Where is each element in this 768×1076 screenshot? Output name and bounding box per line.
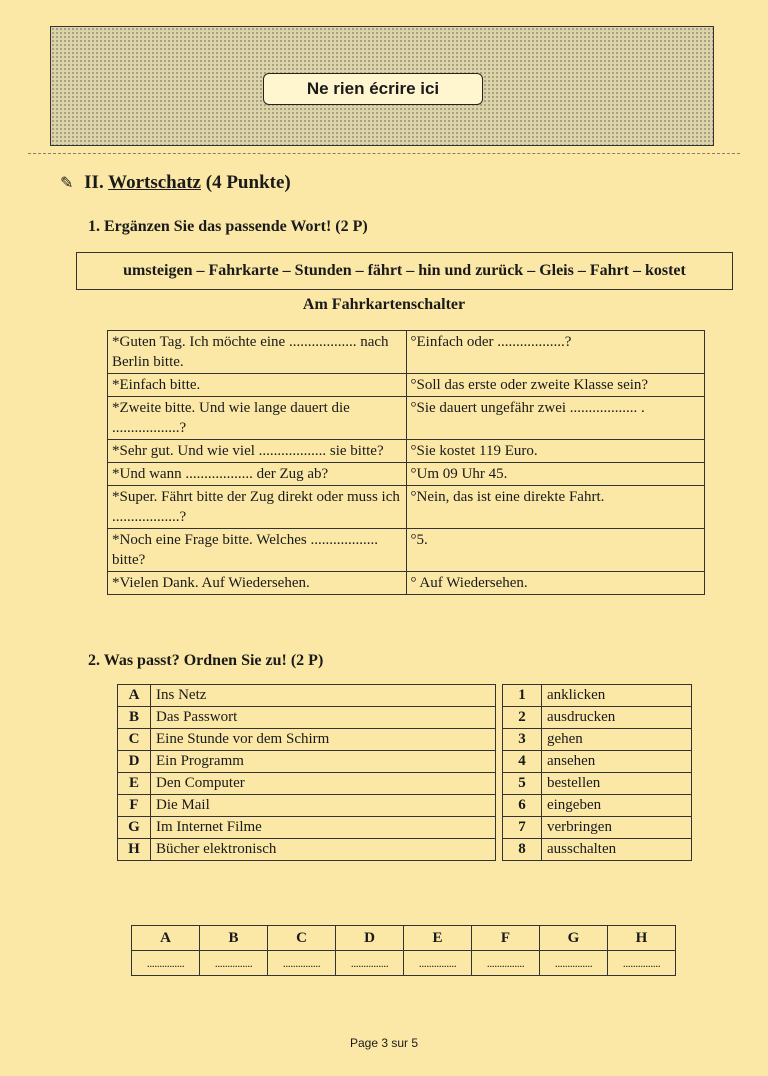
match-phrase: Den Computer [151, 773, 496, 795]
dialog-row [108, 374, 705, 397]
match-letter: H [118, 839, 151, 861]
answer-blank[interactable]: ............... [336, 951, 404, 976]
match-number: 5 [502, 773, 541, 795]
matching-row [118, 795, 692, 817]
customer-line[interactable]: *Einfach bitte. [108, 374, 407, 397]
match-number: 7 [502, 817, 541, 839]
column-gap [495, 795, 502, 817]
section-name: Wortschatz [108, 172, 201, 193]
answer-blank[interactable]: ............... [132, 951, 200, 976]
customer-line[interactable]: *Guten Tag. Ich möchte eine .................. nach Berlin bitte. [108, 331, 407, 374]
match-letter: E [118, 773, 151, 795]
dialog-row [108, 331, 705, 374]
column-gap [495, 817, 502, 839]
answer-blank[interactable]: ............... [268, 951, 336, 976]
answer-letter: E [404, 926, 472, 951]
clerk-line[interactable]: °Sie dauert ungefähr zwei .................. . [406, 397, 705, 440]
match-letter: B [118, 707, 151, 729]
match-number: 1 [502, 685, 541, 707]
cut-line [28, 153, 740, 154]
column-gap [495, 729, 502, 751]
word-bank: umsteigen – Fahrkarte – Stunden – fährt – hin und zurück – Gleis – Fahrt – kostet [76, 252, 733, 290]
column-gap [495, 685, 502, 707]
task1-title: 1. Ergänzen Sie das passende Wort! (2 P) [88, 218, 368, 235]
match-letter: A [118, 685, 151, 707]
match-number: 3 [502, 729, 541, 751]
matching-table [117, 684, 692, 861]
dialog-row [108, 440, 705, 463]
match-verb: verbringen [541, 817, 691, 839]
customer-line[interactable]: *Super. Fährt bitte der Zug direkt oder muss ich ..................? [108, 486, 407, 529]
match-verb: anklicken [541, 685, 691, 707]
match-number: 4 [502, 751, 541, 773]
answer-blank[interactable]: ............... [472, 951, 540, 976]
match-verb: ausdrucken [541, 707, 691, 729]
match-phrase: Ein Programm [151, 751, 496, 773]
matching-row [118, 751, 692, 773]
answer-blank[interactable]: ............... [404, 951, 472, 976]
answer-blank[interactable]: ............... [200, 951, 268, 976]
match-letter: C [118, 729, 151, 751]
matching-row [118, 729, 692, 751]
customer-line[interactable]: *Noch eine Frage bitte. Welches .................. bitte? [108, 529, 407, 572]
match-letter: G [118, 817, 151, 839]
answer-letter: G [540, 926, 608, 951]
clerk-line[interactable]: °Soll das erste oder zweite Klasse sein? [406, 374, 705, 397]
column-gap [495, 773, 502, 795]
match-letter: D [118, 751, 151, 773]
match-verb: ansehen [541, 751, 691, 773]
pencil-icon: ✎ [60, 175, 74, 192]
answer-letter: H [608, 926, 676, 951]
answer-letter: F [472, 926, 540, 951]
dialog-row [108, 486, 705, 529]
clerk-line[interactable]: °Um 09 Uhr 45. [406, 463, 705, 486]
answer-blank[interactable]: ............... [608, 951, 676, 976]
customer-line[interactable]: *Zweite bitte. Und wie lange dauert die ..................? [108, 397, 407, 440]
dialog-row [108, 463, 705, 486]
match-number: 2 [502, 707, 541, 729]
dialog-row [108, 529, 705, 572]
section-title: ✎ II. Wortschatz (4 Punkte) [60, 172, 291, 193]
match-number: 6 [502, 795, 541, 817]
match-number: 8 [502, 839, 541, 861]
match-verb: ausschalten [541, 839, 691, 861]
answer-letter: A [132, 926, 200, 951]
clerk-line[interactable]: °5. [406, 529, 705, 572]
answer-letter: C [268, 926, 336, 951]
matching-row [118, 685, 692, 707]
customer-line[interactable]: *Und wann .................. der Zug ab? [108, 463, 407, 486]
answer-grid [131, 925, 676, 976]
clerk-line[interactable]: °Nein, das ist eine direkte Fahrt. [406, 486, 705, 529]
match-phrase: Ins Netz [151, 685, 496, 707]
match-phrase: Eine Stunde vor dem Schirm [151, 729, 496, 751]
customer-line[interactable]: *Sehr gut. Und wie viel .................. sie bitte? [108, 440, 407, 463]
dialog-row [108, 397, 705, 440]
clerk-line[interactable]: °Einfach oder ..................? [406, 331, 705, 374]
answer-letter: B [200, 926, 268, 951]
match-phrase: Im Internet Filme [151, 817, 496, 839]
clerk-line[interactable]: ° Auf Wiedersehen. [406, 572, 705, 595]
matching-row [118, 817, 692, 839]
do-not-write-label: Ne rien écrire ici [263, 73, 483, 105]
page-number: Page 3 sur 5 [349, 1036, 419, 1050]
matching-row [118, 707, 692, 729]
match-phrase: Bücher elektronisch [151, 839, 496, 861]
match-verb: bestellen [541, 773, 691, 795]
dialog-row [108, 572, 705, 595]
column-gap [495, 839, 502, 861]
match-phrase: Die Mail [151, 795, 496, 817]
matching-row [118, 839, 692, 861]
clerk-line[interactable]: °Sie kostet 119 Euro. [406, 440, 705, 463]
answer-letter: D [336, 926, 404, 951]
match-phrase: Das Passwort [151, 707, 496, 729]
matching-row [118, 773, 692, 795]
answer-blank[interactable]: ............... [540, 951, 608, 976]
dialog-table [107, 330, 705, 595]
customer-line[interactable]: *Vielen Dank. Auf Wiedersehen. [108, 572, 407, 595]
match-verb: gehen [541, 729, 691, 751]
task2-title: 2. Was passt? Ordnen Sie zu! (2 P) [88, 652, 324, 669]
column-gap [495, 707, 502, 729]
column-gap [495, 751, 502, 773]
match-letter: F [118, 795, 151, 817]
dialog-title: Am Fahrkartenschalter [302, 296, 466, 313]
match-verb: eingeben [541, 795, 691, 817]
